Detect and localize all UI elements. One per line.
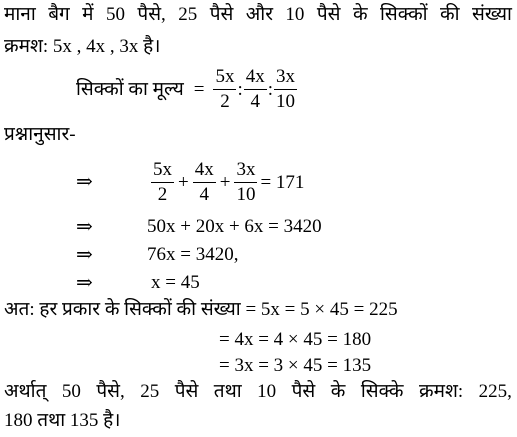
word: 25: [178, 4, 198, 25]
word: 50: [105, 4, 125, 25]
coin-count-line: अत: हर प्रकार के सिक्कों की संख्या = 5x = 5 × 45 = 225: [4, 299, 398, 320]
plus-sign: +: [178, 171, 189, 193]
word: पैसे: [174, 381, 199, 402]
word: सिक्कों: [379, 4, 428, 25]
word: सिक्के: [360, 381, 404, 402]
equation-rhs: = 171: [260, 171, 305, 193]
word: संख्या: [472, 4, 512, 25]
equals-sign: =: [193, 78, 205, 100]
fraction-3x-10: $\frac{3x}{10}$: [236, 159, 256, 205]
intro-line-1: [4, 4, 512, 26]
word: में: [82, 4, 94, 25]
fraction-5x-2: $\frac{5x}{2}$: [153, 159, 172, 205]
implies-arrow: ⇒: [76, 171, 93, 193]
word: पैसे: [209, 4, 234, 25]
word: 50: [61, 381, 81, 402]
intro-line-2: क्रमश: 5x , 4x , 3x है।: [4, 36, 161, 57]
word: 10: [257, 381, 277, 402]
coin-count-3x: = 3x = 3 × 45 = 135: [219, 355, 372, 376]
fraction-4x-4: $\frac{4x}{4}$: [194, 159, 214, 205]
word: पैसे,: [137, 4, 166, 25]
conclusion-line-1: [4, 381, 512, 403]
word: तथा: [213, 381, 242, 402]
conclusion-line-2: 180 तथा 135 है।: [4, 410, 121, 431]
word: के: [330, 381, 346, 402]
word: बैग: [48, 4, 70, 25]
heading-according-to-question: प्रश्नानुसार-: [4, 124, 76, 145]
word: 25: [140, 381, 160, 402]
implies-arrow: ⇒: [76, 216, 93, 238]
value-ratio-row: [76, 66, 298, 113]
word: पैसे,: [96, 381, 125, 402]
equation-linear-sum: 50x + 20x + 6x = 3420: [147, 216, 322, 237]
equation-x-value: x = 45: [151, 272, 200, 293]
word: क्रमश:: [419, 381, 464, 402]
word: 225,: [478, 381, 512, 402]
fraction-5x-2: $\frac{5x}{2}$: [215, 66, 235, 112]
word: और: [245, 4, 273, 25]
coin-count-4x: = 4x = 4 × 45 = 180: [219, 329, 372, 350]
word: पैसे: [291, 381, 316, 402]
equation-76x: 76x = 3420,: [147, 244, 239, 265]
fraction-4x-4: $\frac{4x}{4}$: [245, 66, 265, 112]
plus-sign: +: [219, 171, 231, 193]
word: पैसे: [316, 4, 341, 25]
value-label: सिक्कों का मूल्य: [76, 78, 184, 100]
word: 10: [285, 4, 305, 25]
word: की: [440, 4, 460, 25]
word: के: [352, 4, 368, 25]
word: अर्थात्: [4, 381, 47, 402]
implies-arrow: ⇒: [76, 244, 93, 266]
ratio-sep: :: [267, 78, 273, 100]
equation-sum-fractions: [150, 159, 304, 206]
implies-arrow: ⇒: [76, 272, 93, 294]
ratio-sep: :: [237, 78, 243, 100]
word: माना: [4, 4, 36, 25]
fraction-3x-10: $\frac{3x}{10}$: [276, 66, 295, 112]
